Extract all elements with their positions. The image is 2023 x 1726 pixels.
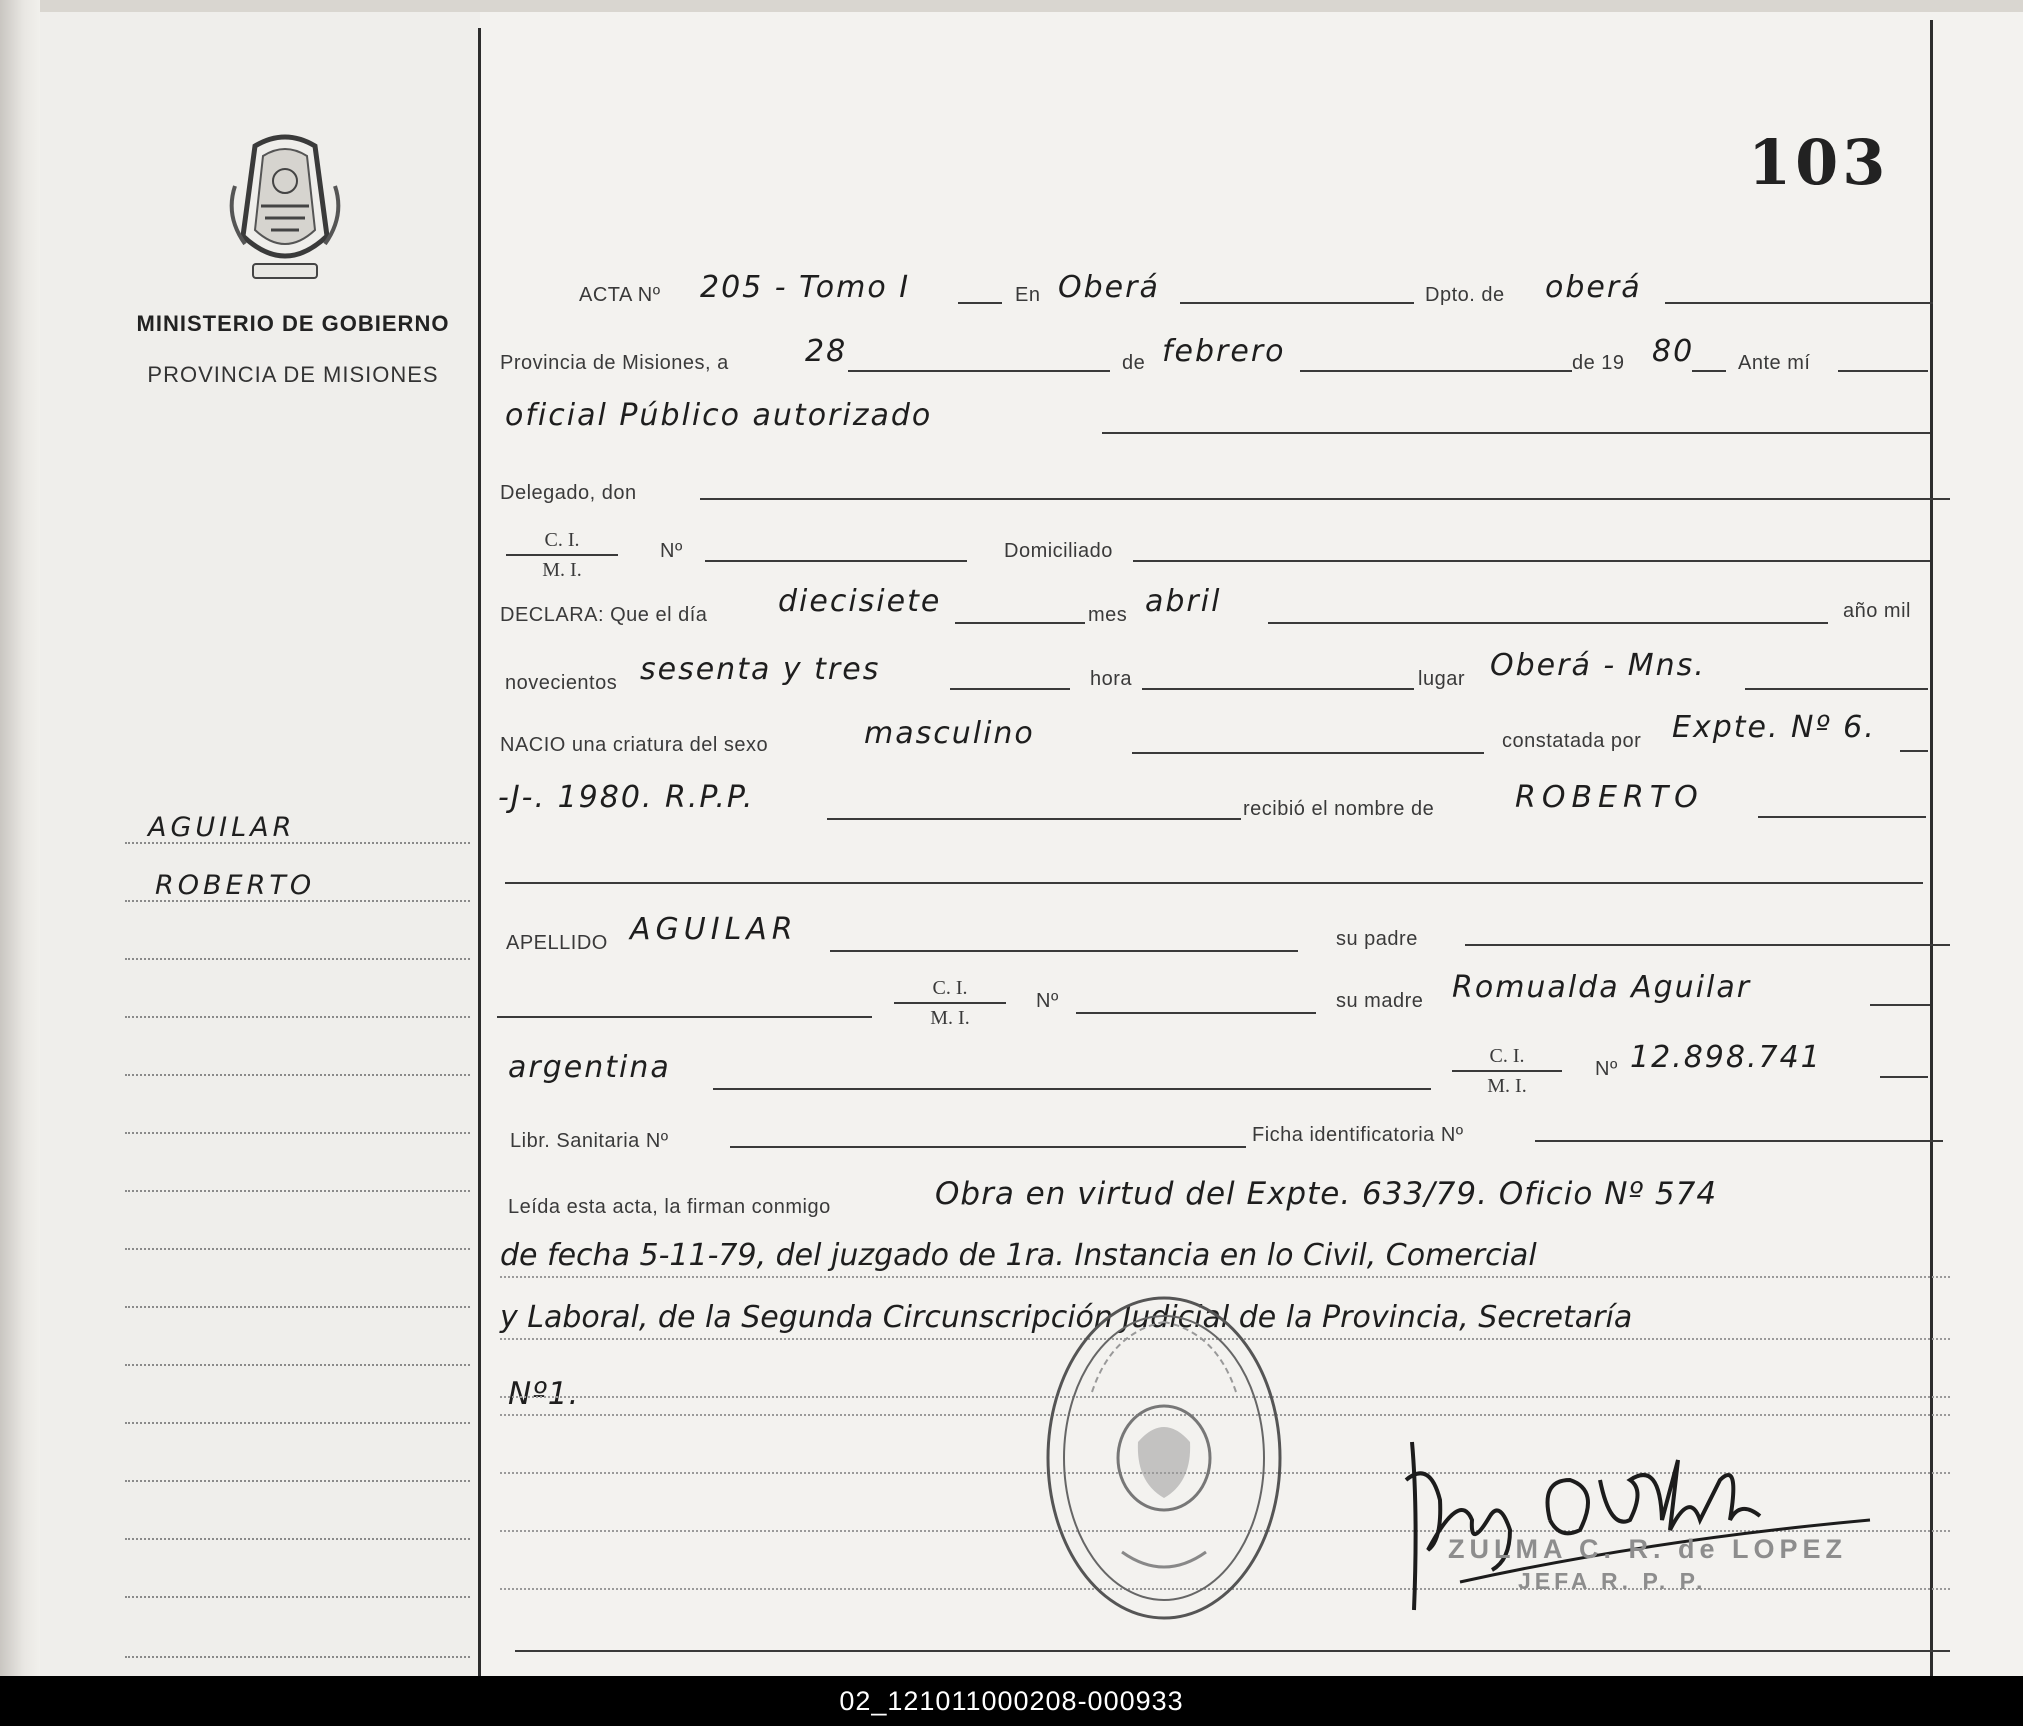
dpto-value: oberá	[1545, 270, 1642, 305]
ficha-line	[1535, 1140, 1943, 1142]
de-label: de	[1122, 352, 1146, 374]
margin-line	[125, 958, 470, 960]
ficha-label: Ficha identificatoria Nº	[1252, 1124, 1464, 1146]
madre-ci-value: 12.898.741	[1630, 1040, 1822, 1075]
nombre-line	[1758, 816, 1926, 818]
madre-label: su madre	[1336, 990, 1424, 1012]
numero-label: Nº	[660, 540, 683, 562]
right-border	[1930, 20, 1933, 1676]
nacionalidad-value: argentina	[508, 1050, 671, 1085]
official-line	[1102, 432, 1930, 434]
constatada-line	[1900, 750, 1928, 752]
lugar-value: Oberá - Mns.	[1490, 648, 1706, 683]
margin-line	[125, 1480, 470, 1482]
ci-label: C. I.	[1489, 1045, 1525, 1067]
margin-line	[125, 1306, 470, 1308]
padre-label: su padre	[1336, 928, 1418, 950]
hora-label: hora	[1090, 668, 1133, 690]
domiciliado-label: Domiciliado	[1004, 540, 1113, 562]
note-line-2: de fecha 5-11-79, del juzgado de 1ra. Instancia en lo Civil, Comercial	[500, 1238, 1537, 1273]
nacionalidad-line	[713, 1088, 1431, 1090]
act-page-number: 103	[1748, 126, 1890, 199]
hora-line	[1142, 688, 1414, 690]
margin-line	[125, 1190, 470, 1192]
ano-label: año mil	[1843, 600, 1911, 622]
domiciliado-line	[1133, 560, 1930, 562]
signatory-name: ZULMA C. R. de LOPEZ	[1448, 1534, 1847, 1564]
numero-label: Nº	[1595, 1058, 1618, 1080]
recibio-label: recibió el nombre de	[1243, 798, 1435, 820]
book-binding	[0, 0, 40, 1676]
sexo-value: masculino	[864, 716, 1035, 751]
acta-line	[958, 302, 1002, 304]
note-line-1: Obra en virtud del Expte. 633/79. Oficio Nº 574	[935, 1176, 1718, 1212]
en-value: Oberá	[1058, 270, 1160, 305]
birth-month-value: abril	[1145, 584, 1222, 619]
apellido-value: AGUILAR	[630, 912, 798, 947]
padre-line	[1465, 944, 1950, 946]
note-line-3: y Laboral, de la Segunda Circunscripción Judicial de la Provincia, Secretaría	[500, 1300, 1633, 1335]
birth-day-line	[955, 622, 1085, 624]
margin-line	[125, 1538, 470, 1540]
padre-ci-line	[497, 1016, 872, 1018]
leida-label: Leída esta acta, la firman conmigo	[508, 1196, 831, 1218]
birth-month-line	[1268, 622, 1828, 624]
constatada-cont-value: -J-. 1980. R.P.P.	[498, 780, 755, 815]
delegado-line	[700, 498, 1950, 500]
margin-line	[125, 1074, 470, 1076]
margin-given-name: ROBERTO	[155, 870, 316, 901]
apellido-label: APELLIDO	[506, 932, 608, 954]
libr-line	[730, 1146, 1246, 1148]
nacio-label: NACIO una criatura del sexo	[500, 734, 769, 756]
margin-line	[125, 1248, 470, 1250]
dotted-line	[500, 1276, 1950, 1278]
note-line-4: Nº1.	[508, 1376, 580, 1412]
ci-label: C. I.	[932, 977, 968, 999]
official-value: oficial Público autorizado	[505, 398, 933, 433]
name-continuation-line	[505, 882, 1923, 884]
mes-label: mes	[1088, 604, 1128, 626]
ci-mi-fraction	[502, 526, 622, 584]
acta-value: 205 - Tomo I	[700, 270, 911, 305]
month-value: febrero	[1162, 334, 1286, 369]
mi-label: M. I.	[542, 559, 582, 581]
padre-numero-line	[1076, 1012, 1316, 1014]
constatada-cont-line	[827, 818, 1241, 820]
lugar-line	[1745, 688, 1928, 690]
province-title: PROVINCIA DE MISIONES	[147, 362, 439, 387]
page-top-edge	[0, 0, 2023, 12]
year-value: 80	[1652, 334, 1695, 369]
day-value: 28	[805, 334, 848, 369]
birth-year-line	[950, 688, 1070, 690]
nombre-value: ROBERTO	[1515, 780, 1704, 815]
ci-mi-fraction	[890, 974, 1010, 1032]
novecientos-label: novecientos	[505, 672, 618, 694]
libr-label: Libr. Sanitaria Nº	[510, 1130, 669, 1152]
dpto-line	[1665, 302, 1933, 304]
margin-line	[125, 1132, 470, 1134]
mi-label: M. I.	[1487, 1075, 1527, 1097]
en-line	[1180, 302, 1414, 304]
day-line	[848, 370, 1110, 372]
constatada-label: constatada por	[1502, 730, 1642, 752]
file-id-bar: 02_121011000208-000933	[0, 1676, 2023, 1726]
ante-line	[1838, 370, 1928, 372]
mi-label: M. I.	[930, 1007, 970, 1029]
numero-line	[705, 560, 967, 562]
margin-surname: AGUILAR	[148, 812, 296, 843]
provincia-label: Provincia de Misiones, a	[500, 352, 729, 374]
margin-line	[125, 1656, 470, 1658]
acta-label: ACTA Nº	[579, 284, 661, 306]
birth-day-value: diecisiete	[778, 584, 942, 619]
sexo-line	[1132, 752, 1484, 754]
coat-of-arms-icon	[215, 126, 355, 286]
madre-ci-line	[1880, 1076, 1928, 1078]
year-line	[1692, 370, 1726, 372]
lugar-label: lugar	[1418, 668, 1465, 690]
delegado-label: Delegado, don	[500, 482, 637, 504]
constatada-value: Expte. Nº 6.	[1672, 710, 1876, 745]
margin-line	[125, 1364, 470, 1366]
birth-year-value: sesenta y tres	[640, 652, 881, 687]
year-prefix-label: de 19	[1572, 352, 1625, 374]
madre-value: Romualda Aguilar	[1452, 970, 1752, 1005]
registry-seal-icon	[1042, 1292, 1286, 1624]
declara-label: DECLARA: Que el día	[500, 604, 708, 626]
ante-label: Ante mí	[1738, 352, 1811, 374]
margin-divider	[478, 28, 481, 1676]
ci-label: C. I.	[544, 529, 580, 551]
bottom-line	[515, 1650, 1950, 1652]
numero-label: Nº	[1036, 990, 1059, 1012]
ministry-title: MINISTERIO DE GOBIERNO	[136, 311, 450, 336]
month-line	[1300, 370, 1572, 372]
margin-line	[125, 1596, 470, 1598]
margin-line	[125, 1422, 470, 1424]
signatory-role: JEFA R. P. P.	[1518, 1568, 1707, 1594]
en-label: En	[1015, 284, 1041, 306]
ci-mi-fraction	[1448, 1042, 1566, 1100]
dpto-label: Dpto. de	[1425, 284, 1505, 306]
madre-line	[1870, 1004, 1930, 1006]
apellido-line	[830, 950, 1298, 952]
margin-line	[125, 1016, 470, 1018]
